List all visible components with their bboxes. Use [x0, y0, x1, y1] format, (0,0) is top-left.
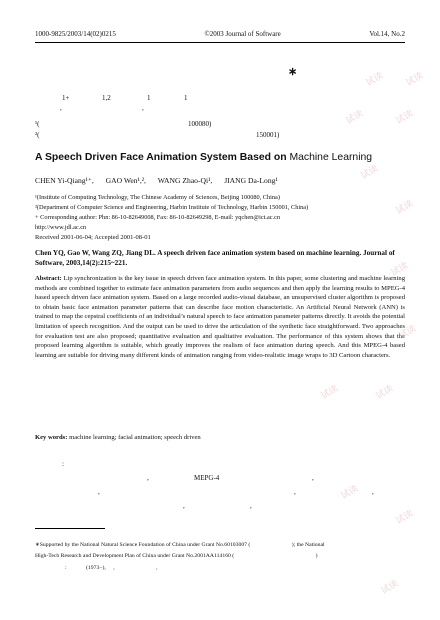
keywords-text: machine learning; facial animation; speech driven — [69, 434, 201, 441]
footnote-grant-1-end: ); the National — [291, 542, 325, 548]
footnote-grant-2: High-Tech Research and Development Plan of China under Grant No.2001AA114160 ( — [35, 553, 235, 559]
footnote-colon: : — [65, 565, 67, 571]
watermark: 试读 — [364, 70, 386, 89]
title-main: A Speech Driven Face Animation System Based on — [35, 152, 287, 163]
footnote-line-2 — [35, 553, 318, 559]
copyright: ©2003 Journal of Software — [204, 30, 281, 38]
watermark: 试读 — [389, 260, 411, 279]
affiliation-1: ¹(Institute of Computing Technology, The Chinese Academy of Sciences, Beijing 100080, China) — [35, 194, 280, 201]
watermark: 试读 — [344, 108, 366, 127]
cn-colon: : — [62, 460, 64, 468]
citation: Chen YQ, Gao W, Wang ZQ, Jiang DL. A speech driven face animation system based on machine learning. Journal of Software, 2003,14(2):215~221. — [35, 249, 395, 267]
affiliation-2: ²(Department of Computer Science and Engineering, Harbin Institute of Technology, Harbin 150001, China) — [35, 204, 309, 211]
author-mark-4: 1 — [184, 94, 188, 102]
abstract-label: Abstract: — [35, 275, 62, 282]
author-2: GAO Wen¹,², — [105, 176, 146, 185]
footnote-line-1 — [35, 542, 325, 548]
cn-comma-1: , — [147, 474, 149, 482]
footnote-mark-2: , — [156, 565, 158, 571]
author-mark-3: 1 — [147, 94, 151, 102]
keywords-label: Key words: — [35, 434, 68, 441]
footnote-mark-1: , — [113, 565, 115, 571]
watermark: 试读 — [319, 383, 341, 402]
cn-affiliation-1-zip: 100080) — [188, 120, 212, 128]
cn-affiliation-2-open: ²( — [35, 131, 40, 139]
running-header — [35, 30, 405, 38]
cn-line3-mark-2: , — [250, 502, 252, 510]
footnote-rule — [35, 528, 105, 529]
cn-line3-mark-1: , — [183, 502, 185, 510]
title-star-mark: ∗ — [288, 66, 298, 78]
cn-affiliation-1-open: ¹( — [35, 120, 40, 128]
cn-line2-mark-3: , — [372, 488, 374, 496]
received-date: Received 2001-06-04; Accepted 2001-08-01 — [35, 234, 151, 241]
author-3: WANG Zhao-Qi¹, — [157, 176, 213, 185]
cn-line2-mark-2: , — [294, 488, 296, 496]
author-4: JIANG Da-Long¹ — [224, 176, 278, 185]
watermark: 试读 — [397, 323, 419, 342]
footnote-grant-2-end: ) — [315, 553, 318, 559]
author-list — [35, 176, 288, 185]
watermark: 试读 — [339, 483, 361, 502]
watermark: 试读 — [394, 198, 416, 217]
volume-info: Vol.14, No.2 — [369, 30, 405, 38]
paper-title — [35, 152, 372, 163]
footnote-grant-1: ∗Supported by the National Natural Science Foundation of China under Grant No.60103007 ( — [35, 542, 251, 548]
author-1: CHEN Yi-Qiang¹⁺, — [35, 176, 94, 185]
author-comma-1: , — [60, 104, 62, 112]
watermark: 试读 — [394, 108, 416, 127]
watermark: 试读 — [404, 70, 426, 89]
abstract — [35, 274, 405, 360]
journal-code: 1000-9825/2003/14(02)0215 — [35, 30, 116, 38]
author-mark-2: 1,2 — [102, 94, 111, 102]
title-tail: Machine Learning — [289, 152, 373, 163]
cn-comma-2: , — [312, 474, 314, 482]
cn-line2-mark-1: , — [98, 488, 100, 496]
footnote-line-3 — [35, 565, 158, 571]
watermark: 试读 — [394, 508, 416, 527]
watermark: 试读 — [359, 163, 381, 182]
cn-affiliation-2-zip: 150001) — [256, 131, 280, 139]
abstract-text: Lip synchronization is the key issue in speech driven face animation system. In this paper, some clustering and machine learning methods are combined together to estimate face animation parameters from audio sequences and then apply the learning results to MPEG-4 based speech driven face animation system. Based on a large recorded audio-visual database, an unsupervised cluster algorithm is proposed to obtain basic face animation parameter patterns that can describe face motion characteristic. An Artificial Neural Network (ANN) is trained to map the cepstral coefficients of an individual’s natural speech to face animation parameter patterns directly. It avoids the potential limitation of speech recognition. And the output can be used to drive the articulation of the synthetic face straightforward. Two approaches for evaluation test are also proposed; quantitative evaluation and qualitative evaluation. The performance of this system shows that the proposed learning algorithm is suitable, which greatly improves the realism of face animation during speech. And this MPEG-4 based learning are suitable for driving many different kinds of animation ranging from video-realistic image wraps to 3D Cartoon characters. — [35, 275, 405, 359]
author-comma-2: , — [142, 104, 144, 112]
watermark: 试读 — [374, 383, 396, 402]
header-rule — [35, 42, 405, 43]
author-mark-1: 1+ — [62, 94, 70, 102]
website-url: http://www.jdl.ac.cn — [35, 224, 87, 231]
footnote-birth: (1973−), — [86, 565, 106, 571]
keywords — [35, 434, 201, 441]
watermark: 试读 — [379, 578, 401, 597]
corresponding-author: + Corresponding author: Phn: 86-10-82649008, Fax: 86-10-82649298, E-mail: yqchen@ict.ac.cn — [35, 214, 281, 221]
mpeg-label: MEPG-4 — [194, 474, 220, 482]
